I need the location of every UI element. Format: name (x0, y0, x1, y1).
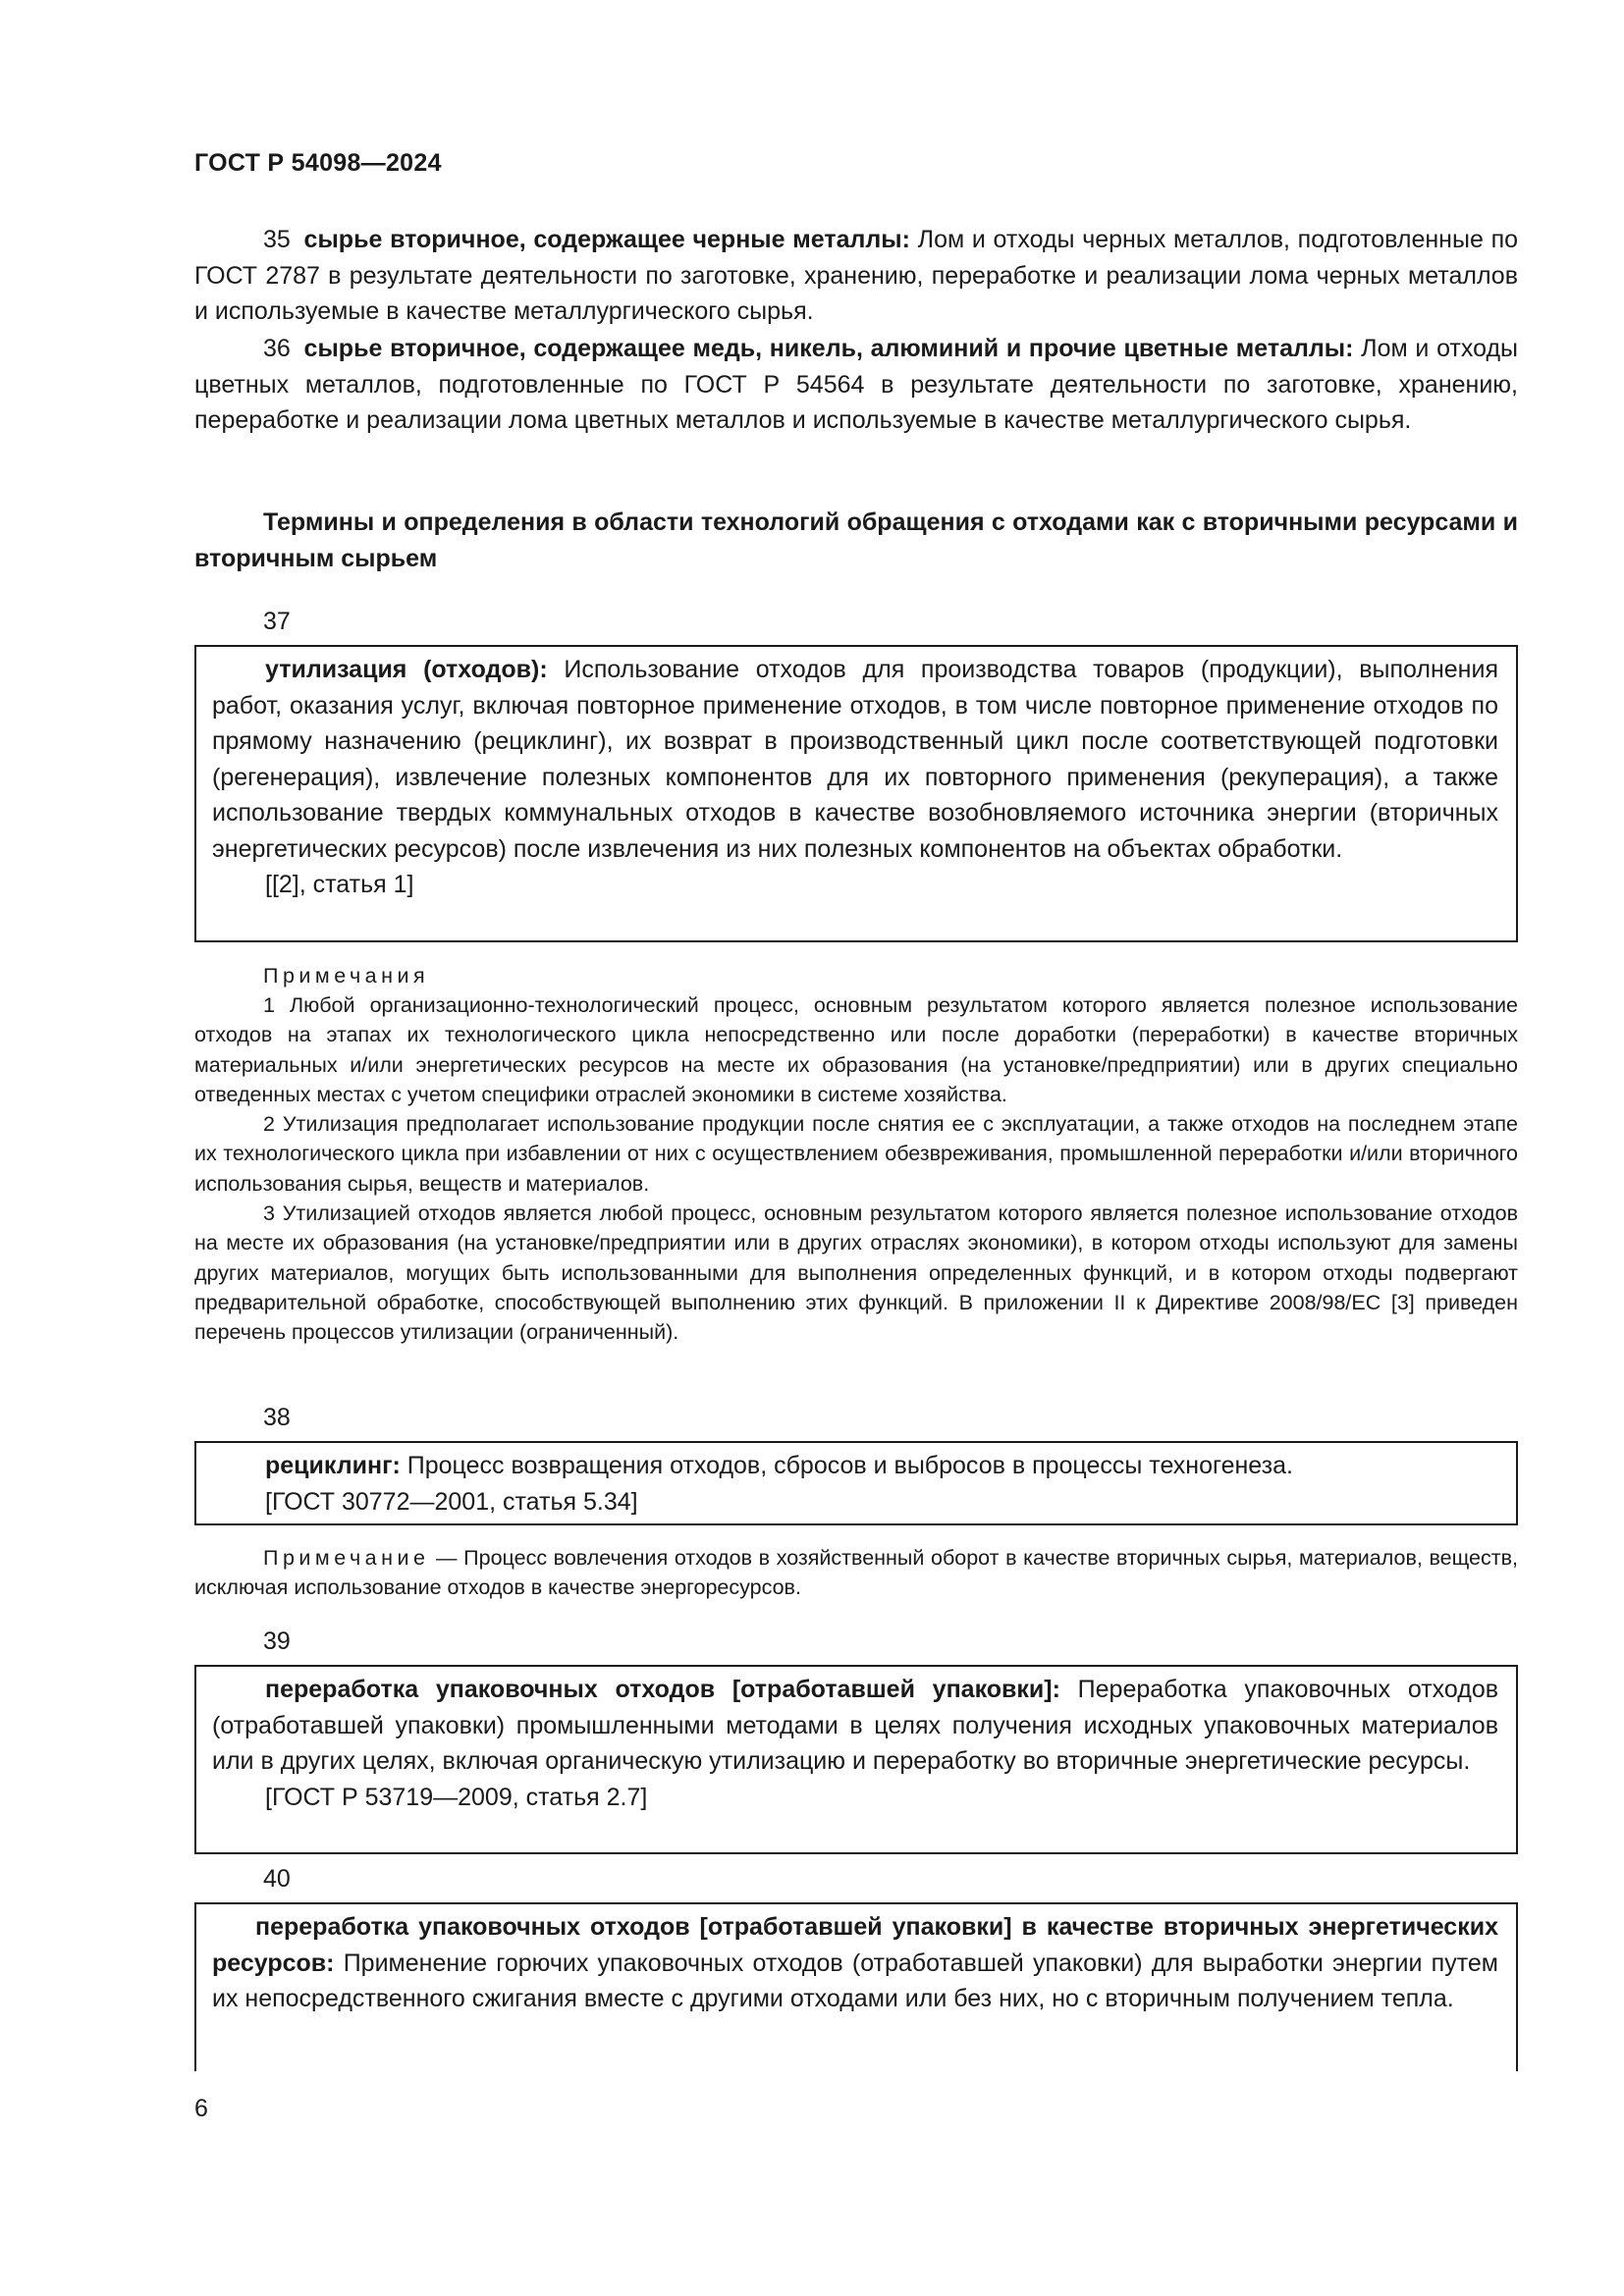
term-definition: Применение горючих упаковочных отходов (отработавшей упаковки) для выработки энергии путем их непосредственного сжигания вместе с другими отходами или без них, но с вторичным получением тепла. (212, 1949, 1498, 2012)
term-39-box (194, 1665, 1518, 1854)
section-heading: Термины и определения в области технологий обращения с отходами как с вторичными ресурсами и вторичным сырьем (194, 508, 1518, 572)
document-header: ГОСТ Р 54098—2024 (194, 149, 442, 177)
term-title: переработка упаковочных отходов [отработавшей упаковки] в качестве вторичных энергетических ресурсов: (212, 1913, 1498, 1977)
term-title: рециклинг: (265, 1452, 401, 1479)
term-definition: Переработка упаковочных отходов (отработавшей упаковки) промышленными методами в целях получения исходных упаковочных материалов или в других целях, включая органическую утилизацию и переработку во вторичные энергетические ресурсы. (212, 1676, 1499, 1775)
term-number: 38 (263, 1404, 291, 1431)
note-label: Примечание (263, 1546, 430, 1570)
term-38-box (194, 1441, 1518, 1525)
note-3: 3 Утилизацией отходов является любой процесс, основным результатом которого является полезное использование отходов на месте их образования (на установке/предприятии или в других отраслях экономики), в котором отходы используют для замены других материалов, могущих быть использованными для выполнения определенных функций, и в котором отходы подвергают предварительной обработке, способствующей выполнению этих функций. В приложении II к Директиве 2008/98/ЕС [3] приведен перечень процессов утилизации (ограниченный). (194, 1201, 1518, 1345)
page-number: 6 (194, 2095, 208, 2122)
item-35 (194, 222, 1518, 330)
term-source: [[2], статья 1] (265, 871, 414, 898)
term-title: утилизация (отходов): (265, 656, 548, 683)
term-number: 37 (263, 608, 291, 635)
note-2: 2 Утилизация предполагает использование продукции после снятия ее с эксплуатации, а также отходов на последнем этапе их технологического цикла при избавлении от них с осуществлением обезвреживания, промышленной переработки и/или вторичного использования сырья, веществ и материалов. (194, 1112, 1518, 1196)
term-source: [ГОСТ 30772—2001, статья 5.34] (265, 1487, 638, 1516)
term-definition: Использование отходов для производства товаров (продукции), выполнения работ, оказания услуг, включая повторное применение отходов, в том числе повторное применение отходов по прямому назначению (рециклинг), их возврат в производственный цикл после соответствующей подготовки (регенерация), извлечение полезных компонентов для их повторного применения (рекуперация), а также использование твердых коммунальных отходов в качестве возобновляемого источника энергии (вторичных энергетических ресурсов) после извлечения из них полезных компонентов на объектах обработки. (212, 656, 1498, 863)
item-text: Лом и отходы цветных металлов, подготовленные по ГОСТ Р 54564 в результате деятельности по заготовке, хранению, переработке и реализации лома цветных металлов и используемые в качестве металлургического сырья. (194, 335, 1518, 434)
note-1: 1 Любой организационно-технологический процесс, основным результатом которого является полезное использование отходов на этапах их технологического цикла непосредственно или после доработки (переработки) в качестве вторичных материальных и/или энергетических ресурсов на месте их образования (на установке/предприятии) или в других специально отведенных местах с учетом специфики отраслей экономики в системе хозяйства. (194, 993, 1518, 1106)
term-37-box (194, 645, 1518, 942)
item-number: 36 (263, 335, 291, 362)
term-40-box (194, 1902, 1518, 2071)
term-source: [ГОСТ Р 53719—2009, статья 2.7] (265, 1783, 648, 1811)
term-number: 40 (263, 1865, 291, 1893)
item-text: Лом и отходы черных металлов, подготовленные по ГОСТ 2787 в результате деятельности по заготовке, хранению, переработке и реализации лома черных металлов и используемые в качестве металлургического сырья. (194, 226, 1519, 325)
term-number: 39 (263, 1628, 291, 1655)
item-term: сырье вторичное, содержащее черные металлы: (303, 226, 910, 253)
term-definition: Процесс возвращения отходов, сбросов и выбросов в процессы техногенеза. (406, 1452, 1293, 1479)
item-term: сырье вторичное, содержащее медь, никель, алюминий и прочие цветные металлы: (303, 335, 1354, 362)
term-title: переработка упаковочных отходов [отработавшей упаковки]: (265, 1676, 1060, 1703)
item-number: 35 (263, 226, 291, 253)
item-36 (194, 331, 1518, 439)
term-37-notes (194, 961, 1518, 1348)
term-38-note (194, 1543, 1518, 1603)
note-text: — Процесс вовлечения отходов в хозяйственный оборот в качестве вторичных сырья, материалов, веществ, исключая использование отходов в качестве энергоресурсов. (194, 1546, 1518, 1600)
notes-label: Примечания (263, 964, 430, 988)
